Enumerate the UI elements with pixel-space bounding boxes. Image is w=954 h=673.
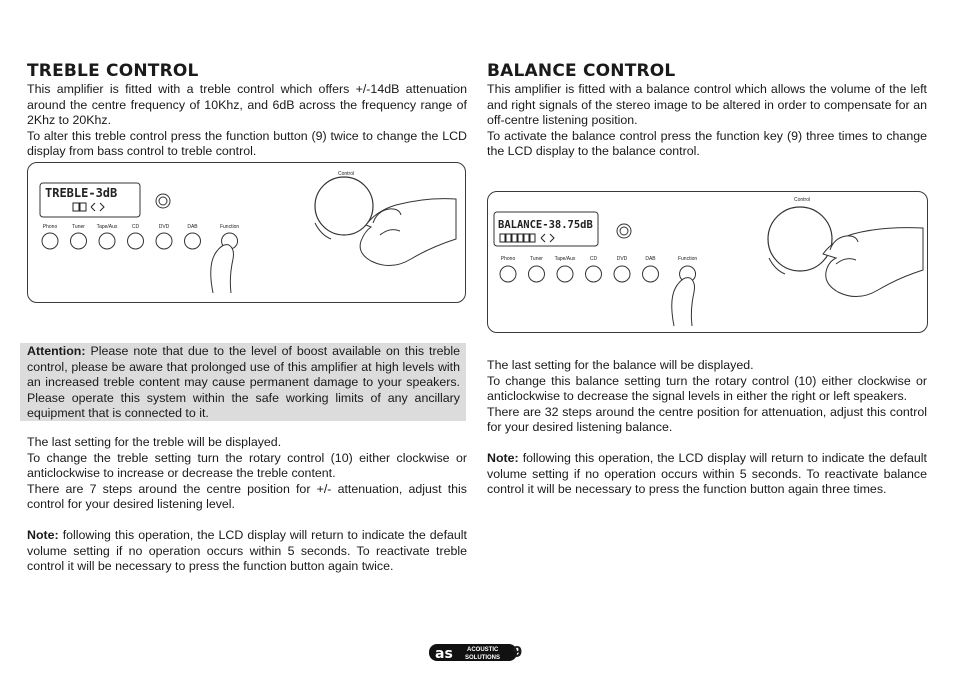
control-label: Control [794,197,811,203]
hand-turning-knob-icon [823,228,923,297]
treble-intro-1: This amplifier is fitted with a treble control which offers +/-14dB attenuation around the centre frequency of 10Khz, and 6dB across the frequency range of 2Khz to 20Khz. [27,82,467,127]
attention-label: Attention: [27,344,86,358]
balance-note-label: Note: [487,451,519,465]
source-button-tapeaux [99,233,115,249]
logo-line1: ACOUSTIC [467,647,499,653]
treble-front-panel-illustration [27,162,466,303]
treble-section [27,60,467,160]
treble-intro-2: To alter this treble control press the function button (9) twice to change the LCD display from bass control to treble control. [27,128,467,158]
source-button-cd [128,233,144,249]
balance-title: BALANCE CONTROL [487,61,676,81]
source-button-phono [500,266,516,282]
balance-section [487,60,927,160]
treble-body [27,435,467,575]
button-label: Phono [42,224,58,230]
balance-body-3: There are 32 steps around the centre position for attenuation, adjust this control for your desired listening balance. [487,404,927,434]
lcd-indicator-icon [73,203,104,211]
hand-turning-knob-icon [360,199,456,266]
balance-note-text: following this operation, the LCD display will return to indicate the default volume setting if no operation occurs within 5 seconds. To reactivate balance control it will be necessary to press the function button again three times. [487,451,927,496]
lcd-indicator-icon [500,234,554,242]
source-button-tuner [529,266,545,282]
button-label: Tape/Aux [554,256,576,262]
attention-text: Please note that due to the level of boost available on this treble control, please be aware that prolonged use of this amplifier at high levels with an increased treble content may cause permanent damage to your speakers. Please operate this system within the safe working limits of any ancillary equipment that is connected to it. [27,344,460,420]
button-label: CD [131,224,140,230]
balance-body-1: The last setting for the balance will be displayed. [487,358,754,372]
balance-panel-drawing [488,192,927,332]
source-button-phono [42,233,58,249]
finger-pressing-function-icon [672,278,695,326]
logo-line2: SOLUTIONS [465,655,501,661]
source-buttons [42,224,239,249]
rotary-control-knob [315,177,373,235]
balance-intro-2: To activate the balance control press the function key (9) three times to change the LCD display to the balance control. [487,128,927,158]
treble-panel-drawing [28,163,465,302]
treble-title: TREBLE CONTROL [27,61,199,81]
treble-body-2: To change the treble setting turn the rotary control (10) either clockwise or anticlockwise to increase or decrease the treble content. [27,450,467,480]
control-label: Control [338,171,355,177]
button-label: Tuner [72,224,85,230]
button-label: CD [589,256,598,262]
treble-body-3: There are 7 steps around the centre position for +/- attenuation, adjust this control for your desired listening level. [27,481,467,511]
ir-sensor-icon [617,224,631,238]
source-button-tapeaux [557,266,573,282]
lcd-text: TREBLE-3dB [45,186,118,200]
button-label: Tape/Aux [96,224,118,230]
source-button-cd [586,266,602,282]
source-button-dab [185,233,201,249]
treble-note-text: following this operation, the LCD display will return to indicate the default volume setting if no operation occurs within 5 seconds. To reactivate treble control it will be necessary to press the function button again twice. [27,528,467,573]
button-label: DVD [616,256,628,262]
balance-intro-1: This amplifier is fitted with a balance control which allows the volume of the left and right signals of the stereo image to be altered in order to compensate for an off-centre listening position. [487,82,927,127]
button-label: Phono [500,256,516,262]
source-buttons [500,256,697,282]
logo-initials: as [435,646,453,662]
balance-body [487,358,927,498]
treble-note-label: Note: [27,528,59,542]
button-label: Function [219,224,240,230]
finger-pressing-function-icon [211,245,234,293]
ir-sensor-icon [156,194,170,208]
source-button-dab [643,266,659,282]
button-label: Tuner [530,256,543,262]
button-label: DAB [645,256,656,262]
rotary-control-knob [768,207,832,271]
button-label: Function [677,256,698,262]
page-number: 9 [512,643,523,661]
source-button-dvd [614,266,630,282]
button-label: DAB [187,224,198,230]
source-button-dvd [156,233,172,249]
lcd-text: BALANCE-38.75dB [498,219,593,231]
balance-front-panel-illustration [487,191,928,333]
attention-box [20,343,466,421]
balance-body-2: To change this balance setting turn the rotary control (10) either clockwise or anticlockwise to decrease the signal levels in either the right or left speakers. [487,373,927,403]
treble-body-1: The last setting for the treble will be displayed. [27,435,282,449]
button-label: DVD [158,224,170,230]
source-button-tuner [71,233,87,249]
